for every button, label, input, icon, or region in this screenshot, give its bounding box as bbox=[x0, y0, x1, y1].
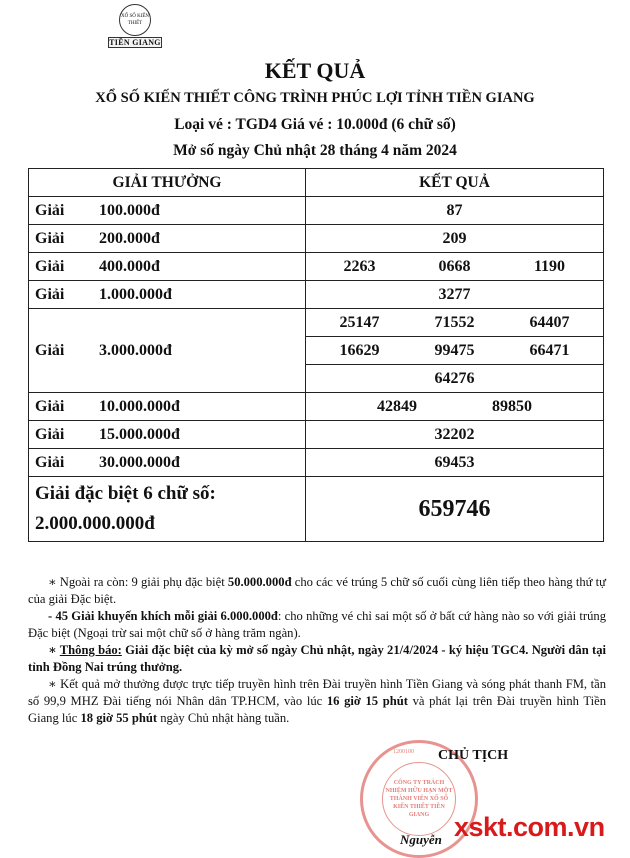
result-number: 89850 bbox=[492, 397, 532, 415]
prize-cell bbox=[29, 281, 306, 309]
special-prize-number: 659746 bbox=[306, 477, 604, 542]
stamp-code: 1200100 bbox=[393, 749, 414, 755]
prize-word: Giải bbox=[35, 453, 65, 471]
logo-seal: XỔ SỐ KIẾN THIẾT bbox=[119, 4, 151, 36]
prize-amount: 400.000đ bbox=[99, 257, 160, 275]
ticket-info: Loại vé : TGD4 Giá vé : 10.000đ (6 chữ số) bbox=[174, 116, 456, 133]
special-prize-row bbox=[29, 477, 604, 542]
logo-ribbon: TIỀN GIANG bbox=[109, 38, 161, 47]
note-announcement: ∗ Thông báo: Giải đặc biệt của kỳ mở số ngày Chủ nhật, ngày 21/4/2024 - ký hiệu TGC4. Người dân tại tỉnh Đồng Nai trúng thưởng. bbox=[28, 643, 607, 674]
table-row bbox=[29, 281, 604, 309]
result-number: 25147 bbox=[339, 313, 380, 331]
table-row bbox=[29, 197, 604, 225]
prize-amount: 100.000đ bbox=[99, 201, 160, 219]
result-number: 64276 bbox=[306, 365, 604, 393]
watermark: xskt.com.vn bbox=[454, 812, 605, 842]
table-row bbox=[29, 393, 604, 421]
note-consolation-prizes: - 45 Giải khuyến khích mỗi giải 6.000.000đ: cho những vé chỉ sai một số ở bất cứ hàng nào so với giải trúng Đặc biệt (Ngoại trừ sai một chữ số ở hàng trăm ngàn). bbox=[28, 609, 606, 640]
prize-amount: 3.000.000đ bbox=[99, 341, 172, 359]
prize-amount: 10.000.000đ bbox=[99, 397, 180, 415]
result-cell bbox=[306, 393, 604, 421]
result-number: 71552 bbox=[434, 313, 475, 331]
prize-word: Giải bbox=[35, 425, 65, 443]
column-header-result: KẾT QUẢ bbox=[306, 169, 604, 197]
table-header-row bbox=[29, 169, 604, 197]
result-number: 3277 bbox=[306, 281, 604, 309]
table-row bbox=[29, 421, 604, 449]
table-row bbox=[29, 449, 604, 477]
result-number: 209 bbox=[306, 225, 604, 253]
prize-cell bbox=[29, 253, 306, 281]
special-prize-cell bbox=[29, 477, 306, 542]
result-number: 42849 bbox=[377, 397, 417, 415]
column-header-prize: GIẢI THƯỞNG bbox=[29, 169, 306, 197]
result-number: 2263 bbox=[343, 257, 376, 275]
prize-amount: 15.000.000đ bbox=[99, 425, 180, 443]
prize-word: Giải bbox=[35, 341, 65, 359]
page-title: KẾT QUẢ bbox=[264, 58, 366, 83]
prize-word: Giải bbox=[35, 201, 65, 219]
prize-cell bbox=[29, 197, 306, 225]
draw-date: Mở số ngày Chủ nhật 28 tháng 4 năm 2024 bbox=[173, 142, 457, 159]
note-broadcast: ∗ Kết quả mở thưởng được trực tiếp truyền hình trên Đài truyền hình Tiền Giang và sóng phát thanh FM, tần số 99,9 MHZ Đài tiếng nói Nhân dân TP.HCM, vào lúc 16 giờ 15 phút và phát lại trên Đài truyền hình Tiền Giang lúc 18 giờ 55 phút ngày Chủ nhật hàng tuần. bbox=[28, 677, 607, 725]
prize-amount: 200.000đ bbox=[99, 229, 160, 247]
prize-cell bbox=[29, 421, 306, 449]
table-row bbox=[29, 253, 604, 281]
result-number: 16629 bbox=[339, 341, 380, 359]
prize-amount: 1.000.000đ bbox=[99, 285, 172, 303]
prize-cell bbox=[29, 309, 306, 393]
special-prize-amount: 2.000.000.000đ bbox=[35, 513, 155, 534]
result-cell bbox=[306, 253, 604, 281]
result-number: 87 bbox=[306, 197, 604, 225]
prize-cell bbox=[29, 449, 306, 477]
result-number: 69453 bbox=[306, 449, 604, 477]
table-row bbox=[29, 225, 604, 253]
stamp-text: CÔNG TY TRÁCH NHIỆM HỮU HẠN MỘT THÀNH VIÊN XỔ SỐ KIẾN THIẾT TIỀN GIANG bbox=[382, 762, 456, 836]
table-row bbox=[29, 309, 604, 337]
result-cell bbox=[306, 337, 604, 365]
result-number: 0668 bbox=[438, 257, 471, 275]
result-cell bbox=[306, 309, 604, 337]
prize-word: Giải bbox=[35, 257, 65, 275]
signer-name: Nguyễn bbox=[400, 832, 442, 847]
prize-cell bbox=[29, 225, 306, 253]
signature-title: CHỦ TỊCH bbox=[438, 748, 509, 763]
prize-word: Giải bbox=[35, 397, 65, 415]
note-extra-prizes: ∗ Ngoài ra còn: 9 giải phụ đặc biệt 50.000.000đ cho các vé trúng 5 chữ số cuối cùng liên tiếp theo hàng thứ tự của giải Đặc biệt. bbox=[28, 575, 606, 606]
prize-word: Giải bbox=[35, 285, 65, 303]
result-number: 64407 bbox=[529, 313, 570, 331]
result-number: 1190 bbox=[533, 257, 566, 275]
notes-section bbox=[28, 574, 606, 727]
prize-word: Giải bbox=[35, 229, 65, 247]
results-table bbox=[28, 168, 604, 542]
lottery-logo bbox=[108, 4, 162, 47]
result-number: 32202 bbox=[306, 421, 604, 449]
result-number: 66471 bbox=[529, 341, 570, 359]
result-number: 99475 bbox=[434, 341, 475, 359]
special-prize-label: Giải đặc biệt 6 chữ số: bbox=[35, 483, 216, 504]
prize-cell bbox=[29, 393, 306, 421]
prize-amount: 30.000.000đ bbox=[99, 453, 180, 471]
organization-name: XỔ SỐ KIẾN THIẾT CÔNG TRÌNH PHÚC LỢI TỈNH TIỀN GIANG bbox=[95, 90, 535, 106]
